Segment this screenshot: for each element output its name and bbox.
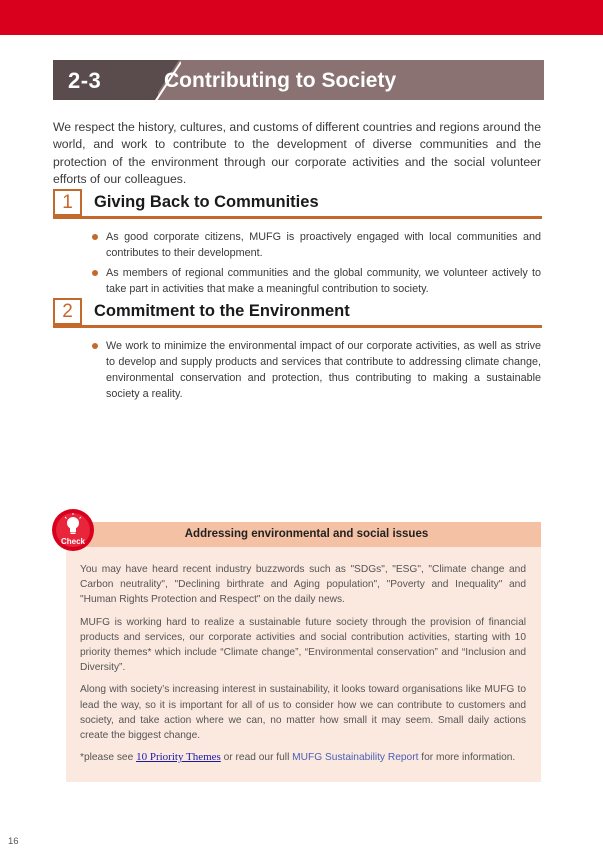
check-footnote: *please see 10 Priority Themes or read our full MUFG Sustainability Report for more information.	[80, 751, 516, 764]
check-paragraph: MUFG is working hard to realize a sustainable future society through the provision of financial products and services, our corporate activities and social contribution activities, starting with 10 priority themes* which include “Climate change”, “Environmental conservation” and “Inclusion and Diversity”.	[80, 616, 526, 674]
section-title: Contributing to Society	[164, 69, 397, 92]
check-lightbulb-badge	[51, 508, 95, 552]
bullet-dot-icon	[92, 343, 98, 349]
list-item: As members of regional communities and the global community, we volunteer actively to take part in activities that make a meaningful contribution to society.	[92, 265, 541, 297]
check-paragraph: Along with society’s increasing interest in sustainability, it looks toward organisations like MUFG to lead the way, so it is important for all of us to consider how we can contribute to customers and society, and take action where we can, no matter how small it may seem. Small daily actions create the biggest change.	[80, 684, 526, 742]
priority-themes-link[interactable]: 10 Priority Themes	[136, 751, 221, 764]
subsection-title: Giving Back to Communities	[94, 193, 319, 211]
check-badge-label: Check	[60, 537, 86, 546]
subsection-heading-environment	[53, 298, 542, 328]
environment-bullet-list	[92, 338, 541, 406]
communities-bullet-list	[92, 229, 541, 301]
subsection-title: Commitment to the Environment	[94, 302, 350, 320]
check-info-box	[66, 522, 541, 782]
subsection-number: 2	[53, 298, 82, 325]
section-header	[53, 60, 544, 100]
intro-paragraph: We respect the history, cultures, and customs of different countries and regions around the world, and work to contribute to the development of diverse communities and the protection of the environment through our corporate activities and the social volunteer efforts of our colleagues.	[53, 120, 541, 187]
check-box-title: Addressing environmental and social issues	[184, 528, 429, 540]
list-item: We work to minimize the environmental impact of our corporate activities, as well as strive to develop and supply products and services that contribute to addressing climate change, environmental conservation and protection, thus contributing to making a sustainable society a reality.	[92, 338, 541, 402]
bullet-dot-icon	[92, 270, 98, 276]
subsection-number: 1	[53, 189, 82, 216]
top-red-bar	[0, 0, 603, 35]
page-number: 16	[8, 836, 19, 847]
sustainability-report-link[interactable]: MUFG Sustainability Report	[292, 752, 419, 764]
check-box-body	[80, 562, 526, 772]
list-item: As good corporate citizens, MUFG is proactively engaged with local communities and contributes to their development.	[92, 229, 541, 261]
bullet-dot-icon	[92, 234, 98, 240]
subsection-heading-communities	[53, 189, 542, 219]
check-paragraph: You may have heard recent industry buzzwords such as "SDGs", "ESG", "Climate change and Carbon neutrality", "Declining birthrate and Aging population", "Poverty and Inequality" and "Human Rights Protection and Respect" on the daily news.	[80, 564, 526, 606]
section-number: 2-3	[68, 68, 102, 93]
